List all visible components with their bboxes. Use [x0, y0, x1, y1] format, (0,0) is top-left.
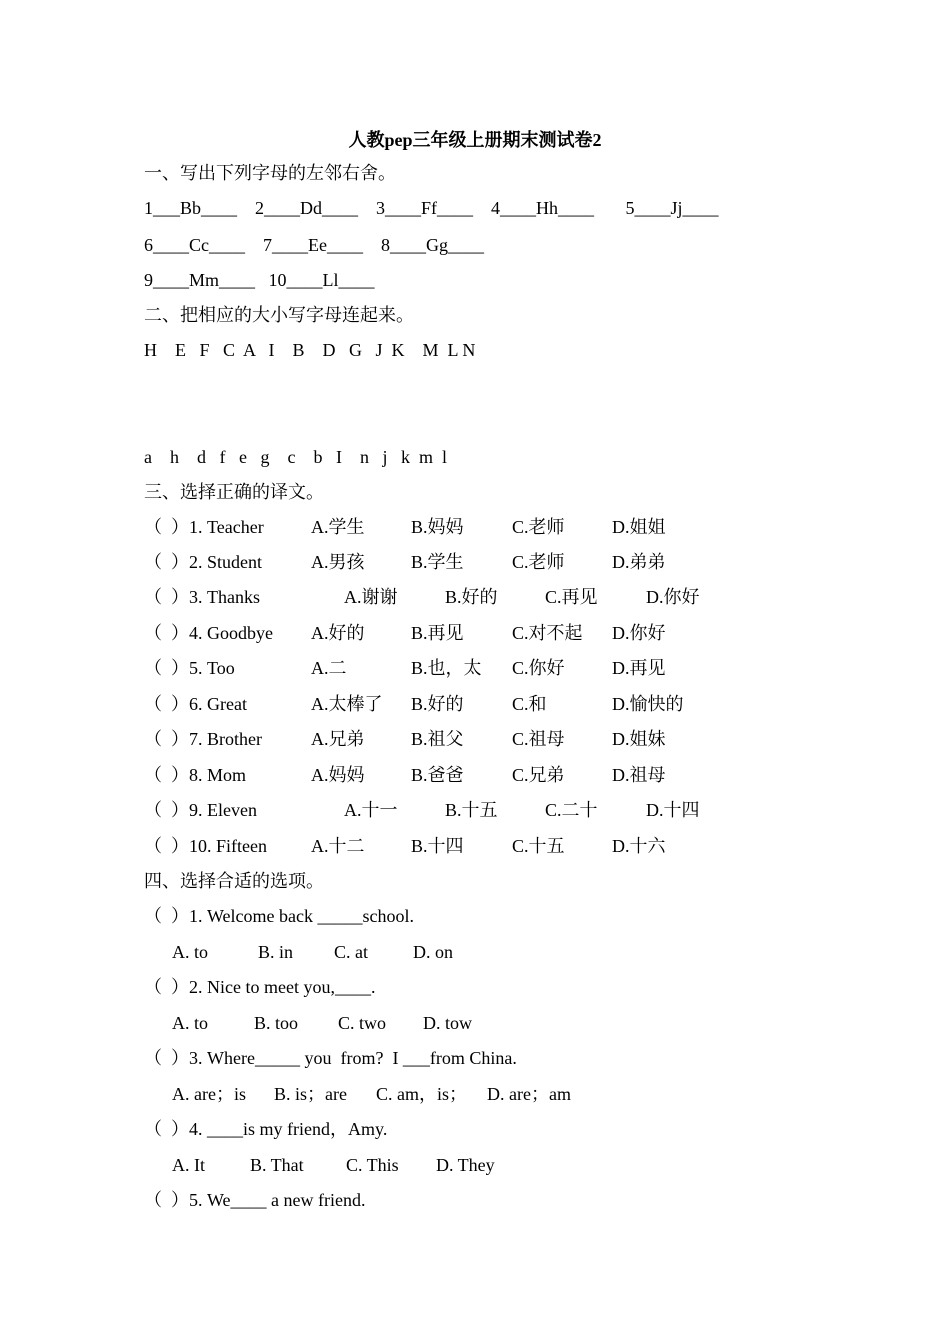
question-text: （ ）5. We____ a new friend. [144, 1190, 366, 1210]
lowercase-letters: a h d f e g c b I n j k m l [144, 447, 447, 467]
option-d: D.你好 [612, 623, 666, 643]
option-b: B. in [258, 942, 294, 962]
option-b: B.祖父 [411, 729, 464, 749]
option-b: B.好的 [445, 587, 498, 607]
option-d: D.祖母 [612, 765, 666, 785]
question-text: （ ）9. Eleven [144, 800, 257, 820]
option-b: B.爸爸 [411, 765, 464, 785]
option-a: A.太棒了 [311, 694, 383, 714]
option-b: B.十四 [411, 836, 464, 856]
question-text: （ ）6. Great [144, 694, 247, 714]
section1-row: 1___Bb____ 2____Dd____ 3____Ff____ 4____Hh____ 5____Jj____ [144, 198, 719, 218]
option-c: C. at [334, 942, 368, 962]
question-text: （ ）10. Fifteen [144, 836, 267, 856]
option-a: A.十一 [344, 800, 398, 820]
option-d: D.愉快的 [612, 694, 684, 714]
question-text: （ ）5. Too [144, 658, 235, 678]
option-c: C.和 [512, 694, 547, 714]
option-a: A.妈妈 [311, 765, 365, 785]
option-b: B. too [254, 1013, 299, 1033]
option-a: A.男孩 [311, 552, 365, 572]
option-c: C.再见 [545, 587, 598, 607]
option-d: D.姐姐 [612, 517, 666, 537]
option-a: A.兄弟 [311, 729, 365, 749]
option-d: D.姐妹 [612, 729, 666, 749]
option-d: D. on [413, 942, 453, 962]
question-text: （ ）1. Teacher [144, 517, 264, 537]
question-text: （ ）1. Welcome back _____school. [144, 906, 414, 926]
option-d: D.你好 [646, 587, 700, 607]
option-b: B.十五 [445, 800, 498, 820]
option-a: A.二 [311, 658, 347, 678]
option-c: C.你好 [512, 658, 565, 678]
question-text: （ ）8. Mom [144, 765, 247, 785]
option-b: B. That [250, 1155, 304, 1175]
question-text: （ ）3. Thanks [144, 587, 260, 607]
section1-row: 6____Cc____ 7____Ee____ 8____Gg____ [144, 235, 484, 255]
section1-row: 9____Mm____ 10____Ll____ [144, 270, 375, 290]
option-b: B.也，太 [411, 658, 482, 678]
option-b: B.妈妈 [411, 517, 464, 537]
option-b: B.再见 [411, 623, 464, 643]
section4-heading: 四、选择合适的选项。 [144, 871, 324, 891]
option-c: C.老师 [512, 552, 565, 572]
section2-heading: 二、把相应的大小写字母连起来。 [144, 305, 414, 325]
option-a: A. to [172, 942, 208, 962]
option-a: A.十二 [311, 836, 365, 856]
option-c: C. two [338, 1013, 387, 1033]
option-c: C.对不起 [512, 623, 583, 643]
option-a: A. It [172, 1155, 205, 1175]
option-d: D.再见 [612, 658, 666, 678]
option-c: C.十五 [512, 836, 565, 856]
option-a: A.谢谢 [344, 587, 398, 607]
uppercase-letters: H E F C A I B D G J K M L N [144, 340, 476, 360]
question-text: （ ）7. Brother [144, 729, 262, 749]
option-a: A. to [172, 1013, 208, 1033]
option-c: C.兄弟 [512, 765, 565, 785]
option-d: D. are；am [487, 1084, 571, 1104]
question-text: （ ）3. Where_____ you from? I ___from China. [144, 1048, 517, 1068]
option-a: A. are；is [172, 1084, 246, 1104]
page-title: 人教pep三年级上册期末测试卷2 [348, 130, 602, 150]
question-text: （ ）2. Nice to meet you,____. [144, 977, 376, 997]
section1-heading: 一、写出下列字母的左邻右舍。 [144, 163, 396, 183]
option-c: C.祖母 [512, 729, 565, 749]
option-b: B. is；are [274, 1084, 347, 1104]
question-text: （ ）4. Goodbye [144, 623, 273, 643]
option-d: D. They [436, 1155, 495, 1175]
question-text: （ ）4. ____is my friend，Amy. [144, 1119, 388, 1139]
question-text: （ ）2. Student [144, 552, 263, 572]
option-b: B.好的 [411, 694, 464, 714]
option-d: D.十六 [612, 836, 666, 856]
option-c: C.老师 [512, 517, 565, 537]
option-c: C. This [346, 1155, 399, 1175]
option-a: A.学生 [311, 517, 365, 537]
section3-heading: 三、选择正确的译文。 [144, 482, 324, 502]
option-a: A.好的 [311, 623, 365, 643]
option-c: C.二十 [545, 800, 598, 820]
option-d: D.弟弟 [612, 552, 666, 572]
option-b: B.学生 [411, 552, 464, 572]
option-d: D.十四 [646, 800, 700, 820]
option-c: C. am，is； [376, 1084, 468, 1104]
option-d: D. tow [423, 1013, 472, 1033]
